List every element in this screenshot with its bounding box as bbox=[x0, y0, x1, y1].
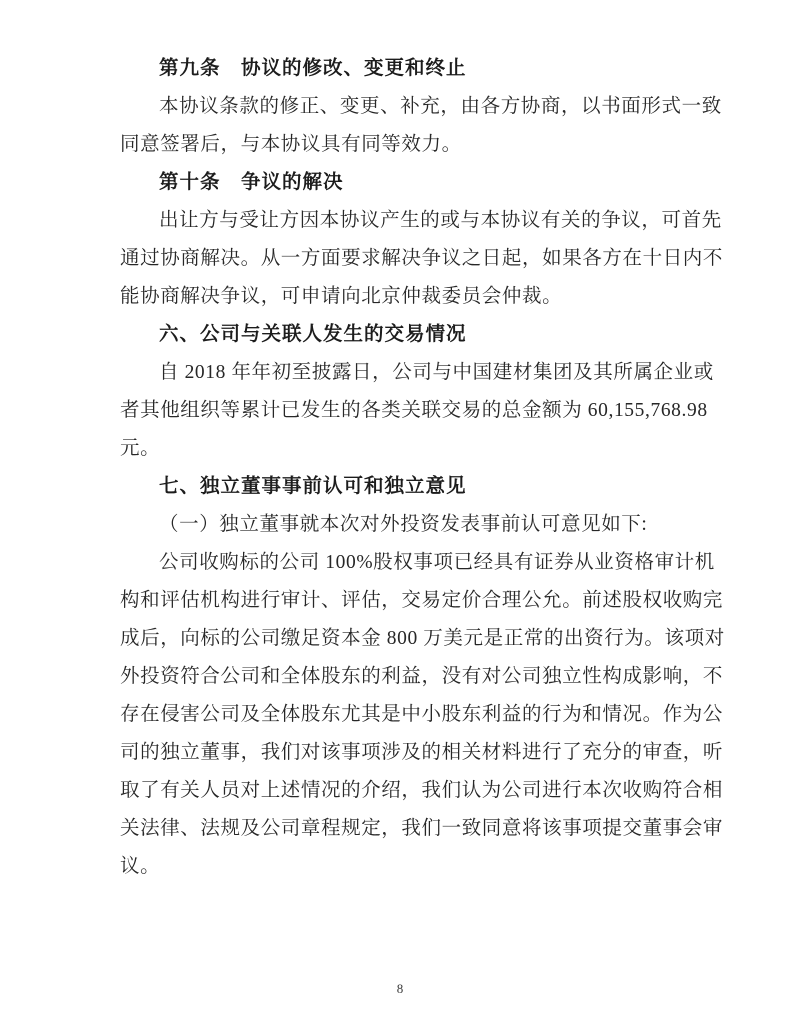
document-line: 同意签署后，与本协议具有同等效力。 bbox=[120, 134, 462, 155]
document-line: 成后，向标的公司缴足资本金 800 万美元是正常的出资行为。该项对 bbox=[120, 628, 725, 649]
document-line: 七、独立董事事前认可和独立意见 bbox=[159, 476, 467, 497]
document-line: 能协商解决争议，可申请向北京仲裁委员会仲裁。 bbox=[120, 286, 563, 307]
document-line: （一）独立董事就本次对外投资发表事前认可意见如下: bbox=[159, 514, 648, 535]
document-text bbox=[120, 50, 725, 886]
document-line: 关法律、法规及公司章程规定，我们一致同意将该事项提交董事会审 bbox=[120, 818, 724, 839]
document-line: 通过协商解决。从一方面要求解决争议之日起，如果各方在十日内不 bbox=[120, 248, 724, 269]
document-line: 外投资符合公司和全体股东的利益，没有对公司独立性构成影响，不 bbox=[120, 666, 724, 687]
document-line: 者其他组织等累计已发生的各类关联交易的总金额为 60,155,768.98 bbox=[120, 400, 708, 421]
page-number: 8 bbox=[396, 981, 404, 996]
document-line: 自 2018 年年初至披露日，公司与中国建材集团及其所属企业或 bbox=[159, 362, 714, 383]
document-line: 公司收购标的公司 100%股权事项已经具有证券从业资格审计机 bbox=[159, 552, 715, 573]
document-line: 本协议条款的修正、变更、补充，由各方协商，以书面形式一致 bbox=[159, 96, 722, 117]
document-line: 存在侵害公司及全体股东尤其是中小股东利益的行为和情况。作为公 bbox=[120, 704, 724, 725]
document-line: 司的独立董事，我们对该事项涉及的相关材料进行了充分的审查，听 bbox=[120, 742, 724, 763]
document-line: 六、公司与关联人发生的交易情况 bbox=[159, 324, 467, 345]
document-line: 议。 bbox=[120, 856, 161, 877]
document-line: 第九条 协议的修改、变更和终止 bbox=[159, 58, 467, 79]
document-line: 构和评估机构进行审计、评估，交易定价合理公允。前述股权收购完 bbox=[120, 590, 724, 611]
document-line: 取了有关人员对上述情况的介绍，我们认为公司进行本次收购符合相 bbox=[120, 780, 724, 801]
document-line: 元。 bbox=[120, 438, 161, 459]
document-line: 第十条 争议的解决 bbox=[159, 172, 344, 193]
document-line: 出让方与受让方因本协议产生的或与本协议有关的争议，可首先 bbox=[159, 210, 722, 231]
